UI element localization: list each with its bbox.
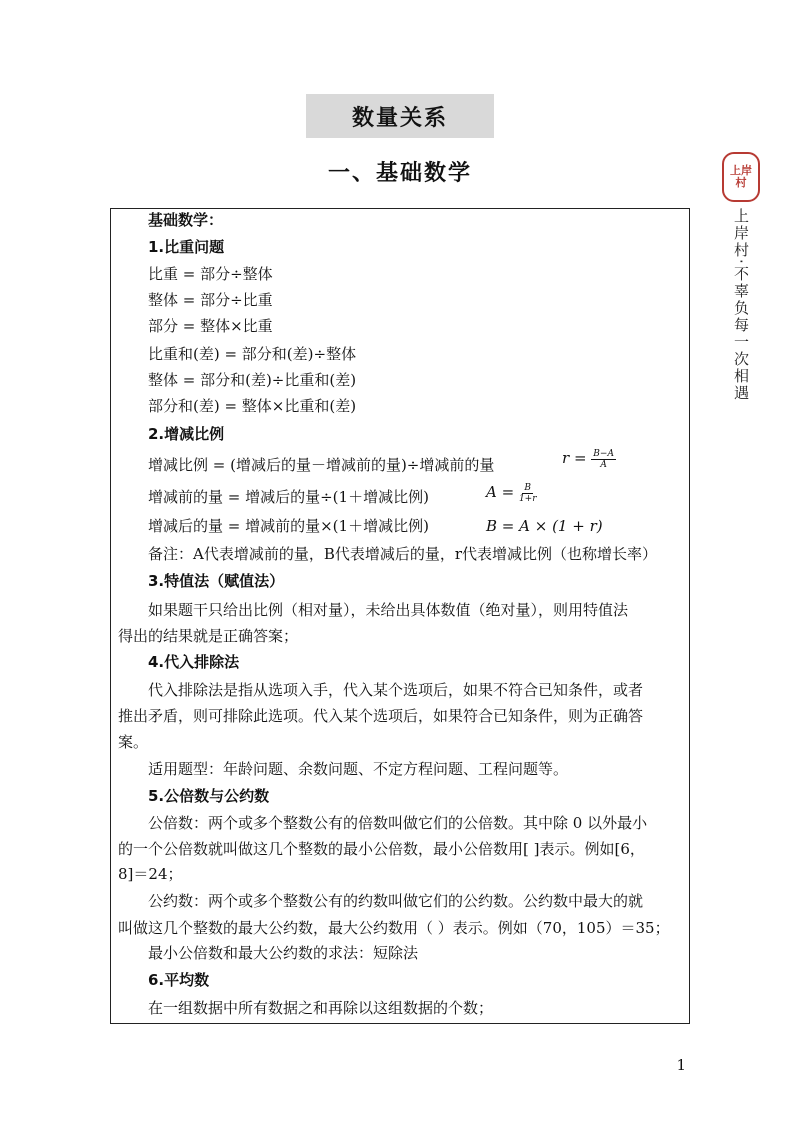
formula-2-fraction xyxy=(519,483,537,504)
page-title-text: 数量关系 xyxy=(351,105,448,131)
s2-note: 备注：A代表增减前的量，B代表增减后的量，r代表增减比例（也称增长率） xyxy=(148,545,658,563)
page-number: 1 xyxy=(676,1056,686,1074)
s2-formula-2 xyxy=(486,482,537,504)
seal-logo xyxy=(722,152,760,202)
s4-heading: 4.代入排除法 xyxy=(148,653,240,671)
formula-1-numerator: B−A xyxy=(593,448,614,459)
side-slogan: 上岸村·不辜负每一次相遇 xyxy=(732,208,750,402)
s5-para-5: 叫做这几个整数的最大公约数，最大公约数用（ ）表示。例如（70，105）＝35； xyxy=(118,919,670,937)
s2-line-1: 增减比例 = (增减后的量－增减前的量)÷增减前的量 xyxy=(148,456,495,474)
s6-heading: 6.平均数 xyxy=(148,971,210,989)
s3-para-1: 如果题干只给出比例（相对量），未给出具体数值（绝对量），则用特值法 xyxy=(148,601,629,619)
s3-heading: 3.特值法（赋值法） xyxy=(148,572,285,590)
s2-line-3: 增减后的量 = 增减前的量×(1＋增减比例) xyxy=(148,517,429,535)
formula-1-lhs: r = xyxy=(562,449,587,467)
s4-para-2: 推出矛盾，则可排除此选项。代入某个选项后，如果符合已知条件，则为正确答 xyxy=(118,707,644,725)
s2-line-2: 增减前的量 = 增减后的量÷(1＋增减比例) xyxy=(148,488,429,506)
s1-line-5: 整体 = 部分和(差)÷比重和(差) xyxy=(148,371,357,389)
s5-para-3: 8]＝24； xyxy=(118,865,183,883)
s6-para-1: 在一组数据中所有数据之和再除以这组数据的个数； xyxy=(148,999,494,1017)
s2-formula-3: B = A × (1 + r) xyxy=(486,517,603,535)
section-title: 一、基础数学 xyxy=(327,161,472,186)
seal-line-2: 村 xyxy=(735,176,747,189)
s1-heading: 1.比重问题 xyxy=(148,238,225,256)
s1-line-3: 部分 = 整体×比重 xyxy=(148,317,273,335)
s3-para-2: 得出的结果就是正确答案； xyxy=(118,627,299,645)
s5-para-6: 最小公倍数和最大公约数的求法：短除法 xyxy=(148,944,419,962)
formula-2-lhs: A = xyxy=(486,483,515,501)
page-title xyxy=(306,94,494,138)
s2-formula-1 xyxy=(562,448,616,470)
s5-heading: 5.公倍数与公约数 xyxy=(148,787,270,805)
s1-line-4: 比重和(差) = 部分和(差)÷整体 xyxy=(148,345,357,363)
formula-2-numerator: B xyxy=(524,482,532,493)
s5-para-1: 公倍数：两个或多个整数公有的倍数叫做它们的公倍数。其中除 0 以外最小 xyxy=(148,814,648,832)
s4-para-4: 适用题型：年龄问题、余数问题、不定方程问题、工程问题等。 xyxy=(148,760,569,778)
s1-line-1: 比重 = 部分÷整体 xyxy=(148,265,273,283)
s4-para-3: 案。 xyxy=(118,733,149,751)
formula-1-fraction xyxy=(591,449,616,470)
s5-para-2: 的一个公倍数就叫做这几个整数的最小公倍数，最小公倍数用[ ]表示。例如[6， xyxy=(118,840,645,858)
s4-para-1: 代入排除法是指从选项入手，代入某个选项后，如果不符合已知条件，或者 xyxy=(148,681,644,699)
formula-1-denominator: A xyxy=(600,459,607,470)
s2-heading: 2.增减比例 xyxy=(148,425,225,443)
intro-label: 基础数学： xyxy=(148,211,224,229)
s1-line-2: 整体 = 部分÷比重 xyxy=(148,291,273,309)
s5-para-4: 公约数：两个或多个整数公有的约数叫做它们的公约数。公约数中最大的就 xyxy=(148,892,644,910)
seal-line-1: 上岸 xyxy=(730,164,752,177)
formula-2-denominator: 1+r xyxy=(518,493,537,504)
s1-line-6: 部分和(差) = 整体×比重和(差) xyxy=(148,397,357,415)
